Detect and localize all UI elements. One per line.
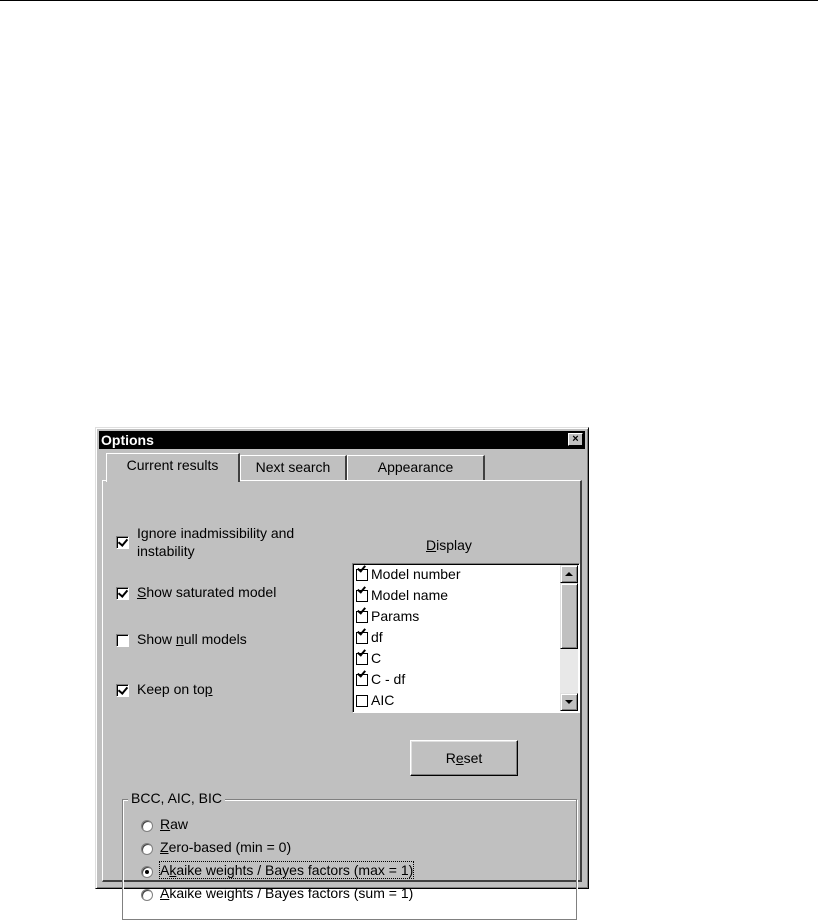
mnemonic: n bbox=[175, 631, 184, 647]
label-text: ull models bbox=[183, 631, 247, 647]
list-item-params[interactable] bbox=[356, 606, 419, 627]
scrollbar-thumb[interactable] bbox=[560, 583, 578, 649]
label-text: Keep on to bbox=[137, 681, 205, 697]
show-saturated-model-checkbox[interactable] bbox=[116, 587, 129, 600]
list-item-label: df bbox=[371, 629, 383, 645]
list-item-label: Model number bbox=[371, 566, 461, 582]
chevron-down-icon[interactable] bbox=[560, 693, 578, 711]
close-icon[interactable]: × bbox=[568, 433, 583, 446]
ignore-inadmissibility-checkbox[interactable] bbox=[116, 536, 129, 549]
list-item-label: AIC bbox=[371, 692, 395, 708]
tab-current-results[interactable] bbox=[106, 453, 240, 482]
display-columns-list[interactable] bbox=[352, 563, 580, 713]
mnemonic: k bbox=[169, 862, 177, 878]
label-text: nore inadmissibility and bbox=[148, 525, 295, 541]
raw-label[interactable] bbox=[160, 816, 188, 832]
tab-next-search[interactable] bbox=[240, 455, 347, 480]
list-item-model-name[interactable] bbox=[356, 585, 448, 606]
keep-on-top-checkbox[interactable] bbox=[116, 684, 129, 697]
chevron-up-icon[interactable] bbox=[560, 565, 578, 583]
group-legend: BCC, AIC, BIC bbox=[128, 790, 225, 806]
zero-based-radio[interactable] bbox=[141, 843, 153, 855]
bcc-aic-bic-group bbox=[122, 790, 577, 920]
tab-panel-current-results bbox=[102, 480, 582, 901]
raw-radio[interactable] bbox=[141, 820, 153, 832]
list-item-checkbox[interactable] bbox=[356, 653, 368, 665]
list-item-df[interactable] bbox=[356, 627, 383, 648]
list-item-checkbox[interactable] bbox=[356, 695, 368, 707]
ignore-inadmissibility-label[interactable] bbox=[137, 524, 294, 560]
list-item-model-number[interactable] bbox=[356, 564, 461, 585]
akaike-max-radio[interactable] bbox=[141, 866, 153, 878]
mnemonic: p bbox=[204, 681, 213, 697]
label-text: aw bbox=[170, 816, 189, 832]
label-text: how saturated model bbox=[146, 584, 277, 600]
list-item-checkbox[interactable] bbox=[356, 611, 368, 623]
reset-button[interactable] bbox=[410, 740, 518, 776]
options-dialog bbox=[95, 427, 589, 901]
label-text: A bbox=[160, 862, 170, 878]
label-text: kaike weights / Bayes factors (sum = 1) bbox=[169, 885, 414, 901]
list-item-checkbox[interactable] bbox=[356, 590, 368, 602]
list-item-c-df[interactable] bbox=[356, 669, 405, 690]
title-bar[interactable] bbox=[99, 431, 585, 449]
mnemonic: R bbox=[160, 816, 171, 832]
mnemonic: Z bbox=[160, 839, 169, 855]
label-text: set bbox=[463, 750, 483, 766]
tab-label: Appearance bbox=[377, 459, 454, 475]
label-text: isplay bbox=[436, 537, 472, 553]
window-title: Options bbox=[101, 432, 154, 448]
akaike-sum-label[interactable] bbox=[160, 885, 413, 901]
list-scrollbar[interactable] bbox=[560, 565, 578, 711]
mnemonic: g bbox=[140, 525, 149, 541]
list-item-label: C bbox=[371, 650, 382, 666]
list-item-label: Model name bbox=[371, 587, 449, 603]
list-item-checkbox[interactable] bbox=[356, 674, 368, 686]
zero-based-label[interactable] bbox=[160, 839, 291, 855]
display-label bbox=[426, 537, 472, 553]
keep-on-top-label[interactable] bbox=[137, 681, 213, 697]
label-text: R bbox=[445, 750, 456, 766]
tab-appearance[interactable] bbox=[347, 455, 485, 480]
list-item-aic[interactable] bbox=[356, 690, 394, 711]
list-item-checkbox[interactable] bbox=[356, 632, 368, 644]
label-text: instability bbox=[137, 543, 195, 559]
show-null-models-checkbox[interactable] bbox=[116, 634, 129, 647]
tab-label: Next search bbox=[255, 459, 331, 475]
list-item-c[interactable] bbox=[356, 648, 381, 669]
label-text: ero-based (min = 0) bbox=[168, 839, 292, 855]
label-text: I bbox=[137, 525, 141, 541]
show-saturated-model-label[interactable] bbox=[137, 584, 276, 600]
tab-label: Current results bbox=[126, 457, 219, 473]
mnemonic: A bbox=[160, 885, 170, 901]
label-text: Show bbox=[137, 631, 176, 647]
mnemonic: D bbox=[426, 537, 437, 553]
list-item-label: Params bbox=[371, 608, 420, 624]
list-item-label: C - df bbox=[371, 671, 406, 687]
akaike-max-label[interactable] bbox=[160, 862, 413, 878]
page-top-rule bbox=[0, 0, 818, 1]
mnemonic: S bbox=[137, 584, 147, 600]
list-item-checkbox[interactable] bbox=[356, 569, 368, 581]
mnemonic: e bbox=[455, 750, 464, 766]
show-null-models-label[interactable] bbox=[137, 631, 247, 647]
label-text: aike weights / Bayes factors (max = 1) bbox=[176, 862, 414, 878]
